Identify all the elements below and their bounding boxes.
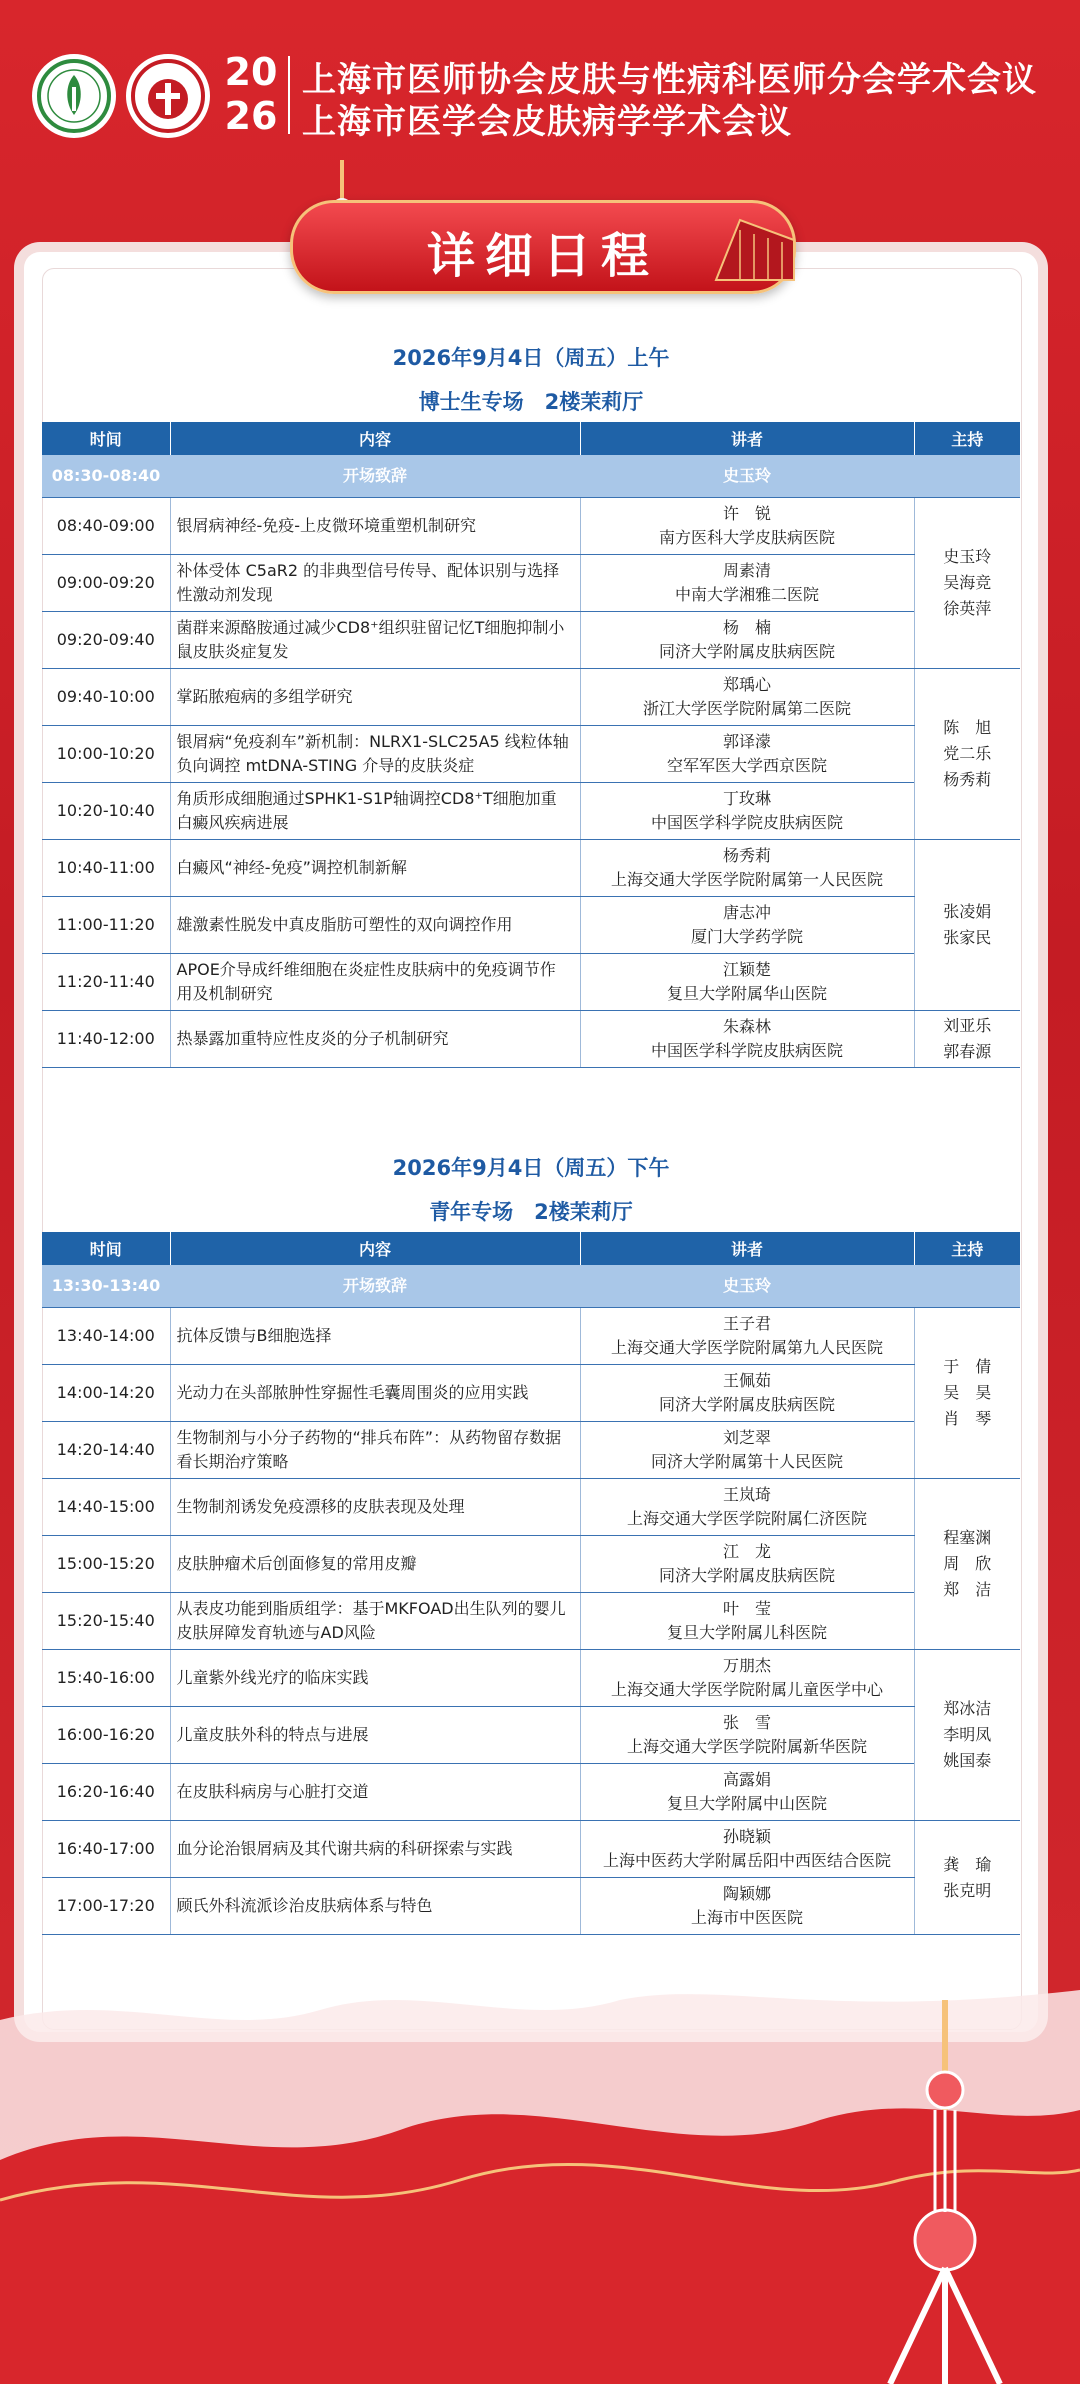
speaker-name: 杨 楠 (722, 618, 771, 637)
host-name: 吴海竞 (943, 573, 992, 592)
col-speaker: 讲者 (580, 422, 914, 455)
row-speaker (580, 840, 914, 897)
row-topic: 皮肤肿瘤术后创面修复的常用皮瓣 (170, 1536, 580, 1593)
speaker-institution: 同济大学附属第十人民医院 (650, 1452, 843, 1471)
row-speaker (580, 1821, 914, 1878)
host-name: 程塞渊 (943, 1528, 992, 1547)
speaker-name: 许 锐 (722, 504, 771, 523)
row-topic: 菌群来源酪胺通过减少CD8⁺组织驻留记忆T细胞抑制小鼠皮肤炎症复发 (170, 612, 580, 669)
speaker-name: 丁玫琳 (722, 789, 771, 808)
speaker-name: 江颖楚 (722, 960, 771, 979)
row-topic: 白癜风“神经-免疫”调控机制新解 (170, 840, 580, 897)
table-row (42, 1593, 1020, 1650)
row-speaker (580, 954, 914, 1011)
row-topic: 掌跖脓疱病的多组学研究 (170, 669, 580, 726)
speaker-institution: 同济大学附属皮肤病医院 (658, 642, 835, 661)
row-time: 16:40-17:00 (42, 1821, 170, 1878)
speaker-institution: 上海交通大学医学院附属仁济医院 (626, 1509, 867, 1528)
host-name: 陈 旭 (943, 718, 992, 737)
host-cell (914, 1821, 1020, 1935)
table-row (42, 1650, 1020, 1707)
col-host: 主持 (914, 1232, 1020, 1265)
row-topic: 雄激素性脱发中真皮脂肪可塑性的双向调控作用 (170, 897, 580, 954)
speaker-name: 周素清 (722, 561, 771, 580)
row-topic: 角质形成细胞通过SPHK1-S1P轴调控CD8⁺T细胞加重白癜风疾病进展 (170, 783, 580, 840)
col-host: 主持 (914, 422, 1020, 455)
speaker-name: 张 雪 (722, 1713, 771, 1732)
host-name: 郑冰洁 (943, 1699, 992, 1718)
row-topic: 在皮肤科病房与心脏打交道 (170, 1764, 580, 1821)
speaker-institution: 空军军医大学西京医院 (666, 756, 827, 775)
row-topic: 儿童皮肤外科的特点与进展 (170, 1707, 580, 1764)
speaker-institution: 厦门大学药学院 (690, 927, 803, 946)
row-time: 13:40-14:00 (42, 1308, 170, 1365)
row-time: 11:20-11:40 (42, 954, 170, 1011)
session1-venue: 博士生专场 2楼茉莉厅 (418, 390, 644, 414)
table-row (42, 498, 1020, 555)
header-divider (288, 56, 290, 134)
table-row (42, 1821, 1020, 1878)
opening-host (914, 1265, 1020, 1308)
schedule-card (24, 252, 1038, 2032)
year-mark (222, 50, 280, 138)
row-speaker (580, 612, 914, 669)
session1-table (42, 422, 1020, 1068)
speaker-institution: 上海交通大学医学院附属儿童医学中心 (610, 1680, 883, 1699)
host-name: 龚 瑜 (943, 1854, 992, 1874)
speaker-name: 杨秀莉 (722, 846, 771, 865)
row-time: 15:00-15:20 (42, 1536, 170, 1593)
row-time: 15:20-15:40 (42, 1593, 170, 1650)
col-time: 时间 (42, 1232, 170, 1265)
host-name: 郑 洁 (943, 1580, 992, 1599)
table-row (42, 1707, 1020, 1764)
speaker-institution: 上海交通大学医学院附属第九人民医院 (610, 1338, 883, 1357)
banner-title: 详细日程 (426, 228, 659, 284)
speaker-institution: 上海交通大学医学院附属新华医院 (626, 1737, 867, 1756)
host-name: 张克明 (943, 1880, 992, 1900)
row-time: 10:00-10:20 (42, 726, 170, 783)
host-name: 史玉玲 (943, 547, 992, 566)
row-speaker (580, 1650, 914, 1707)
speaker-institution: 复旦大学附属中山医院 (666, 1794, 827, 1813)
table-row (42, 1011, 1020, 1068)
host-name: 张家民 (943, 928, 992, 947)
host-name: 姚国泰 (943, 1751, 992, 1770)
speaker-institution: 上海中医药大学附属岳阳中西医结合医院 (602, 1851, 891, 1870)
speaker-name: 王子君 (722, 1314, 771, 1333)
row-topic: 儿童紫外线光疗的临床实践 (170, 1650, 580, 1707)
host-cell (914, 840, 1020, 1011)
host-name: 于 倩 (943, 1357, 992, 1376)
year-bottom: 26 (224, 94, 278, 138)
speaker-name: 唐志冲 (722, 903, 771, 922)
row-speaker (580, 726, 914, 783)
row-topic: 补体受体 C5aR2 的非典型信号传导、配体识别与选择性激动剂发现 (170, 555, 580, 612)
row-speaker (580, 1878, 914, 1935)
table-row (42, 897, 1020, 954)
opening-row (42, 455, 1020, 498)
row-speaker (580, 669, 914, 726)
speaker-institution: 上海交通大学医学院附属第一人民医院 (610, 870, 883, 889)
association-logo (32, 54, 116, 138)
row-time: 16:00-16:20 (42, 1707, 170, 1764)
speaker-name: 朱森林 (722, 1017, 771, 1036)
row-speaker (580, 555, 914, 612)
row-speaker (580, 1536, 914, 1593)
table-row (42, 1422, 1020, 1479)
host-name: 李明凤 (943, 1725, 992, 1744)
table-row (42, 783, 1020, 840)
row-topic: 光动力在头部脓肿性穿掘性毛囊周围炎的应用实践 (170, 1365, 580, 1422)
host-name: 杨秀莉 (943, 770, 992, 789)
table-row (42, 1479, 1020, 1536)
table-row (42, 1764, 1020, 1821)
speaker-institution: 同济大学附属皮肤病医院 (658, 1395, 835, 1414)
speaker-institution: 中南大学湘雅二医院 (674, 585, 819, 604)
table-row (42, 1878, 1020, 1935)
table-row (42, 1536, 1020, 1593)
row-topic: 银屑病神经-免疫-上皮微环境重塑机制研究 (170, 498, 580, 555)
row-time: 09:40-10:00 (42, 669, 170, 726)
speaker-name: 陶颖娜 (722, 1884, 771, 1903)
host-cell (914, 669, 1020, 840)
speaker-name: 郭译濛 (722, 732, 771, 751)
host-cell (914, 1479, 1020, 1650)
speaker-institution: 复旦大学附属儿科医院 (666, 1623, 827, 1642)
row-speaker (580, 1479, 914, 1536)
speaker-institution: 浙江大学医学院附属第二医院 (642, 699, 851, 718)
host-name: 郭春源 (943, 1042, 992, 1061)
row-topic: 抗体反馈与B细胞选择 (170, 1308, 580, 1365)
opening-topic: 开场致辞 (170, 455, 580, 498)
speaker-name: 王岚琦 (722, 1485, 771, 1504)
session2-venue: 青年专场 2楼茉莉厅 (429, 1200, 633, 1224)
speaker-name: 刘芝翠 (722, 1428, 771, 1447)
speaker-institution: 中国医学科学院皮肤病医院 (650, 1041, 843, 1060)
speaker-name: 叶 莹 (722, 1599, 771, 1618)
opening-row (42, 1265, 1020, 1308)
host-cell (914, 498, 1020, 669)
row-speaker (580, 1707, 914, 1764)
host-name: 刘亚乐 (943, 1016, 992, 1035)
col-time: 时间 (42, 422, 170, 455)
speaker-institution: 同济大学附属皮肤病医院 (658, 1566, 835, 1585)
page-header (0, 0, 1080, 200)
row-speaker (580, 1365, 914, 1422)
session1-date: 2026年9月4日（周五）上午 (392, 346, 670, 370)
row-time: 08:40-09:00 (42, 498, 170, 555)
host-name: 周 欣 (943, 1554, 992, 1573)
row-topic: 银屑病“免疫刹车”新机制：NLRX1-SLC25A5 线粒体轴负向调控 mtDNA-STING 介导的皮肤炎症 (170, 726, 580, 783)
medical-association-logo (126, 54, 210, 138)
table-row (42, 840, 1020, 897)
year-top: 20 (224, 50, 278, 94)
row-speaker (580, 498, 914, 555)
row-time: 10:40-11:00 (42, 840, 170, 897)
row-speaker (580, 1764, 914, 1821)
speaker-institution: 中国医学科学院皮肤病医院 (650, 813, 843, 832)
host-cell (914, 1011, 1020, 1068)
col-speaker: 讲者 (580, 1232, 914, 1265)
host-name: 张凌娟 (943, 902, 992, 921)
row-time: 14:40-15:00 (42, 1479, 170, 1536)
speaker-name: 郑瑀心 (722, 675, 771, 694)
row-time: 16:20-16:40 (42, 1764, 170, 1821)
row-topic: 热暴露加重特应性皮炎的分子机制研究 (170, 1011, 580, 1068)
host-name: 吴 昊 (943, 1383, 992, 1402)
opening-host (914, 455, 1020, 498)
table-row (42, 1308, 1020, 1365)
host-cell (914, 1650, 1020, 1821)
host-name: 党二乐 (943, 744, 992, 763)
opening-speaker: 史玉玲 (580, 455, 914, 498)
row-time: 09:00-09:20 (42, 555, 170, 612)
opening-topic: 开场致辞 (170, 1265, 580, 1308)
speaker-name: 万朋杰 (722, 1656, 771, 1675)
building-icon (710, 200, 800, 290)
table-row (42, 1365, 1020, 1422)
row-time: 14:20-14:40 (42, 1422, 170, 1479)
opening-time: 13:30-13:40 (42, 1265, 170, 1308)
row-time: 15:40-16:00 (42, 1650, 170, 1707)
row-speaker (580, 1422, 914, 1479)
row-topic: 血分论治银屑病及其代谢共病的科研探索与实践 (170, 1821, 580, 1878)
row-speaker (580, 1308, 914, 1365)
session2-date: 2026年9月4日（周五）下午 (392, 1156, 670, 1180)
host-name: 徐英萍 (943, 599, 992, 618)
row-topic: APOE介导成纤维细胞在炎症性皮肤病中的免疫调节作用及机制研究 (170, 954, 580, 1011)
row-topic: 顾氏外科流派诊治皮肤病体系与特色 (170, 1878, 580, 1935)
host-cell (914, 1308, 1020, 1479)
speaker-name: 孙晓颖 (722, 1827, 771, 1846)
row-speaker (580, 783, 914, 840)
row-speaker (580, 897, 914, 954)
table-row (42, 726, 1020, 783)
col-topic: 内容 (170, 422, 580, 455)
row-time: 11:00-11:20 (42, 897, 170, 954)
speaker-institution: 南方医科大学皮肤病医院 (658, 528, 835, 547)
conference-title-2: 上海市医学会皮肤病学学术会议 (302, 102, 792, 142)
col-topic: 内容 (170, 1232, 580, 1265)
row-time: 11:40-12:00 (42, 1011, 170, 1068)
speaker-name: 高露娟 (722, 1770, 771, 1789)
speaker-institution: 复旦大学附属华山医院 (666, 984, 827, 1003)
row-time: 14:00-14:20 (42, 1365, 170, 1422)
row-time: 10:20-10:40 (42, 783, 170, 840)
host-name: 肖 琴 (943, 1409, 992, 1428)
table-row (42, 612, 1020, 669)
row-speaker (580, 1593, 914, 1650)
speaker-name: 江 龙 (722, 1542, 771, 1561)
row-time: 09:20-09:40 (42, 612, 170, 669)
speaker-institution: 上海市中医医院 (690, 1908, 803, 1927)
row-topic: 生物制剂诱发免疫漂移的皮肤表现及处理 (170, 1479, 580, 1536)
table-row (42, 669, 1020, 726)
row-time: 17:00-17:20 (42, 1878, 170, 1935)
row-topic: 从表皮功能到脂质组学：基于MKFOAD出生队列的婴儿皮肤屏障发育轨迹与AD风险 (170, 1593, 580, 1650)
opening-time: 08:30-08:40 (42, 455, 170, 498)
speaker-name: 王佩茹 (722, 1371, 771, 1390)
row-topic: 生物制剂与小分子药物的“排兵布阵”：从药物留存数据看长期治疗策略 (170, 1422, 580, 1479)
mountain-decoration (0, 1980, 1080, 2384)
table-row (42, 954, 1020, 1011)
opening-speaker: 史玉玲 (580, 1265, 914, 1308)
table-row (42, 555, 1020, 612)
conference-title-1: 上海市医师协会皮肤与性病科医师分会学术会议 (302, 60, 1037, 100)
session2-table (42, 1232, 1020, 1935)
row-speaker (580, 1011, 914, 1068)
